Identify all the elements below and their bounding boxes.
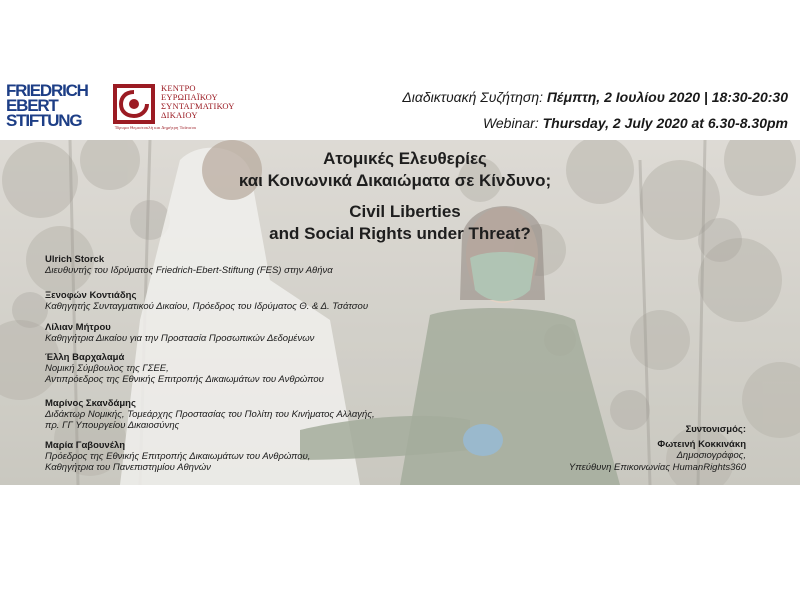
ecpl-logo-line: ΔΙΚΑΙΟΥ <box>161 110 198 120</box>
ecpl-logo-line: ΚΕΝΤΡΟ <box>161 83 196 93</box>
fes-logo-line: FRIEDRICH <box>6 81 88 100</box>
fes-logo-line: EBERT <box>6 96 58 115</box>
speaker-item <box>45 322 465 344</box>
ecpl-logo-line: ΕΥΡΩΠΑΪΚΟΥ <box>161 92 218 102</box>
speaker-role: Καθηγήτρια Δικαίου για την Προστασία Προσωπικών Δεδομένων <box>45 333 315 344</box>
fes-logo-line: STIFTUNG <box>6 111 82 130</box>
speaker-role: Καθηγητής Συνταγματικού Δικαίου, Πρόεδρος του Ιδρύματος Θ. & Δ. Τσάτσου <box>45 301 369 312</box>
ecpl-logo <box>113 84 238 134</box>
speaker-role: πρ. ΓΓ Υπουργείου Δικαιοσύνης <box>45 420 180 431</box>
moderator-block <box>569 424 746 473</box>
greek-event-label: Διαδικτυακή Συζήτηση: <box>402 89 547 105</box>
speaker-item <box>45 440 465 473</box>
moderator-role: Δημοσιογράφος, <box>676 450 746 461</box>
speaker-role: Καθηγήτρια του Πανεπιστημίου Αθηνών <box>45 462 211 473</box>
speaker-name: Έλλη Βαρχαλαμά <box>45 352 125 363</box>
moderator-name: Φωτεινή Κοκκινάκη <box>657 438 746 450</box>
greek-event-value: Πέμπτη, 2 Ιουλίου 2020 | 18:30-20:30 <box>546 89 788 105</box>
ecpl-emblem-icon <box>113 84 155 124</box>
title-english-line-1: Civil Liberties <box>349 202 461 221</box>
ecpl-logo-subtitle: Ίδρυμα Θεμιστοκλή και Δημήτρη Τσάτσου <box>115 125 197 130</box>
ecpl-logo-line: ΣΥΝΤΑΓΜΑΤΙΚΟΥ <box>161 101 235 111</box>
ecpl-logo-text <box>161 84 235 120</box>
speaker-role: Αντιπρόεδρος της Εθνικής Επιτροπής Δικαιωμάτων του Ανθρώπου <box>45 374 324 385</box>
moderator-heading: Συντονισμός: <box>685 424 746 435</box>
fes-logo <box>6 83 92 133</box>
title-greek-line-1: Ατομικές Ελευθερίες <box>323 149 487 168</box>
english-event-label: Webinar: <box>482 115 543 131</box>
speaker-item <box>45 398 465 431</box>
speaker-item <box>45 254 465 276</box>
speaker-role: Διδάκτωρ Νομικής, Τομεάρχης Προστασίας του Πολίτη του Κινήματος Αλλαγής, <box>45 409 375 420</box>
speaker-role: Διευθυντής του Ιδρύματος Friedrich-Ebert-Stiftung (FES) στην Αθήνα <box>45 265 333 276</box>
event-info <box>402 84 788 136</box>
event-banner <box>0 140 800 485</box>
english-event-line <box>402 110 788 136</box>
speaker-name: Λίλιαν Μήτρου <box>45 322 111 333</box>
speaker-name: Ulrich Storck <box>45 254 105 265</box>
speaker-item <box>45 290 465 312</box>
greek-event-line <box>402 84 788 110</box>
speaker-role: Νομική Σύμβουλος της ΓΣΕΕ, <box>45 363 169 374</box>
title-english-line-2: and Social Rights under Threat? <box>269 224 531 243</box>
speaker-name: Μαρίνος Σκανδάμης <box>45 398 136 409</box>
title-greek-line-2: και Κοινωνικά Δικαιώματα σε Κίνδυνο; <box>238 171 552 190</box>
moderator-role: Υπεύθυνη Επικοινωνίας HumanRights360 <box>568 461 746 473</box>
speaker-name: Μαρία Γαβουνέλη <box>45 440 126 451</box>
speaker-role: Πρόεδρος της Εθνικής Επιτροπής Δικαιωμάτων του Ανθρώπου, <box>45 451 311 462</box>
english-event-value: Thursday, 2 July 2020 at 6.30-8.30pm <box>542 115 788 131</box>
speaker-name: Ξενοφών Κοντιάδης <box>45 290 137 301</box>
speaker-item <box>45 352 465 385</box>
